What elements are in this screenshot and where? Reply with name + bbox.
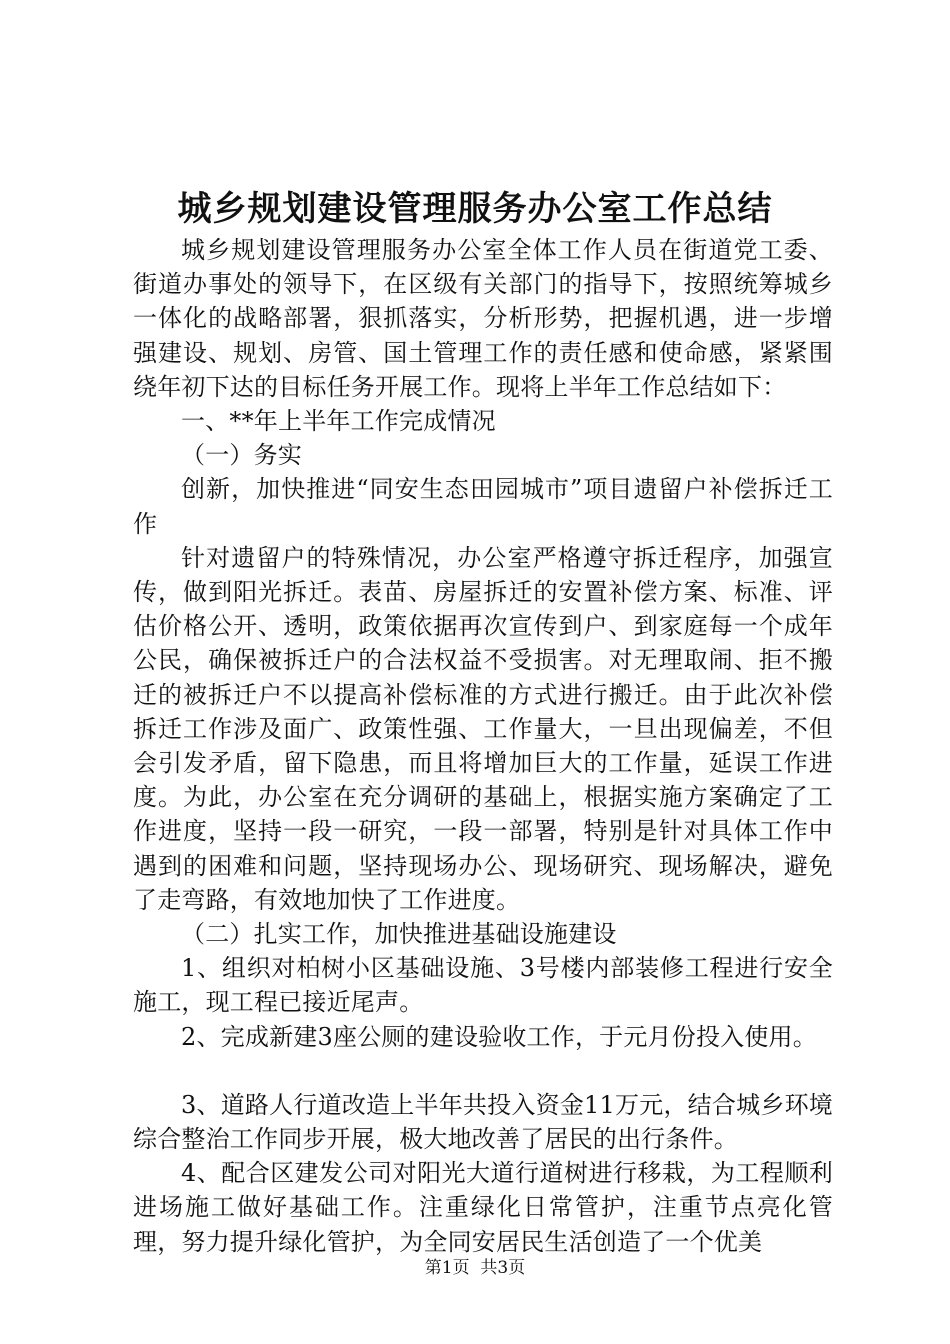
subsection-heading-1: （一）务实	[181, 441, 302, 470]
paragraph-item: 创新，加快推进“同安生态田园城市”项目遗留户补偿拆迁工作	[133, 475, 833, 538]
list-item: 1、组织对柏树小区基础设施、3号楼内部装修工程进行安全施工，现工程已接近尾声。	[133, 954, 833, 1017]
list-item: 3、道路人行道改造上半年共投入资金11万元，结合城乡环境综合整治工作同步开展，极大地改善了居民的出行条件。	[133, 1090, 833, 1154]
subsection-heading-2: （二）扎实工作，加快推进基础设施建设	[181, 920, 617, 949]
section-heading-1: 一、**年上半年工作完成情况	[181, 407, 496, 436]
list-item: 4、配合区建发公司对阳光大道行道树进行移栽，为工程顺利进场施工做好基础工作。注重绿化日常管护，注重节点亮化管理，努力提升绿化管护，为全同安居民生活创造了一个优美	[133, 1159, 833, 1256]
intro-paragraph: 城乡规划建设管理服务办公室全体工作人员在街道党工委、街道办事处的领导下，在区级有关部门的指导下，按照统筹城乡一体化的战略部署，狠抓落实，分析形势，把握机遇，进一步增强建设、规划、房管、国土管理工作的责任感和使命感，紧紧围绕年初下达的目标任务开展工作。现将上半年工作总结如下：	[133, 236, 833, 401]
page-footer	[0, 1256, 950, 1280]
document-title: 城乡规划建设管理服务办公室工作总结	[177, 189, 773, 229]
document-body	[133, 233, 833, 1259]
list-item: 2、完成新建3座公厕的建设验收工作，于元月份投入使用。	[181, 1022, 817, 1051]
blank-line	[133, 1054, 833, 1088]
paragraph-item: 针对遗留户的特殊情况，办公室严格遵守拆迁程序，加强宣传，做到阳光拆迁。表苗、房屋拆迁的安置补偿方案、标准、评估价格公开、透明，政策依据再次宣传到户、到家庭每一个成年公民，确保被拆迁户的合法权益不受损害。对无理取闹、拒不搬迁的被拆迁户不以提高补偿标准的方式进行搬迁。由于此次补偿拆迁工作涉及面广、政策性强、工作量大，一旦出现偏差，不但会引发矛盾，留下隐患，而且将增加巨大的工作量，延误工作进度。为此，办公室在充分调研的基础上，根据实施方案确定了工作进度，坚持一段一研究，一段一部署，特别是针对具体工作中遇到的困难和问题，坚持现场办公、现场研究、现场解决，避免了走弯路，有效地加快了工作进度。	[133, 543, 833, 914]
page-number: 第1页 共3页	[424, 1258, 526, 1278]
